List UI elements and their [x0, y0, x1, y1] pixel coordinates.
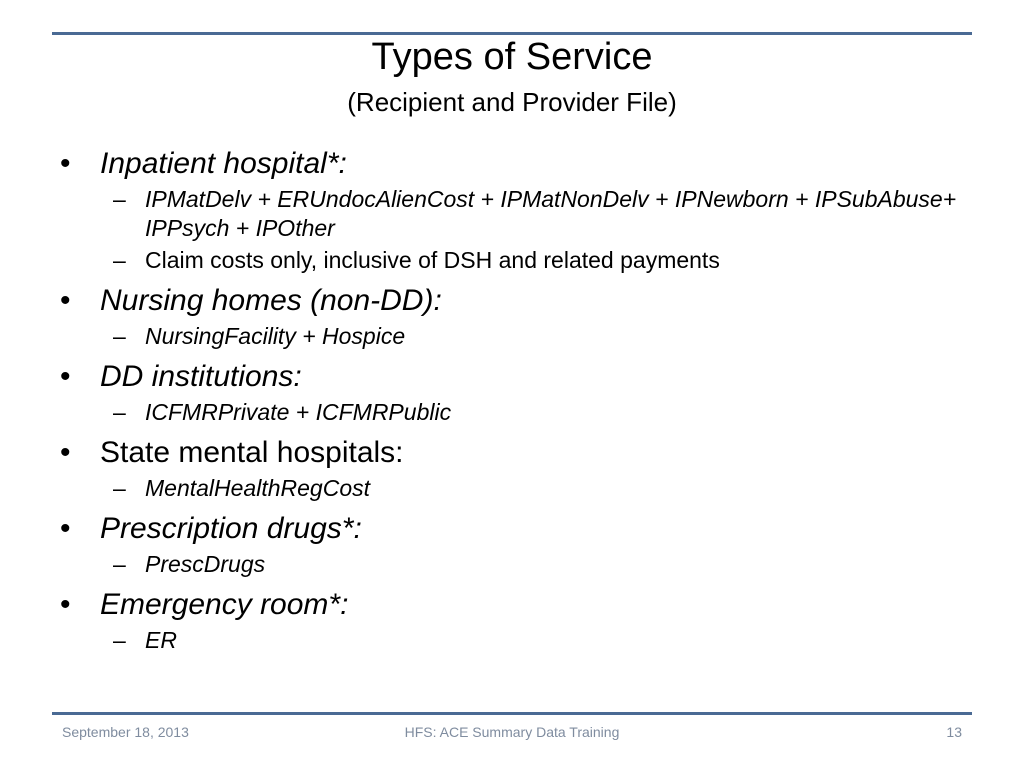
sub-bullet	[60, 322, 960, 351]
bullet-text: Prescription drugs*:	[100, 512, 362, 545]
footer-page-number: 13	[946, 724, 962, 740]
bullet-text: Nursing homes (non-DD):	[100, 284, 442, 317]
footer-date: September 18, 2013	[62, 724, 189, 740]
bullet-text: Inpatient hospital*:	[100, 147, 347, 180]
bullet-dot: •	[60, 436, 71, 469]
sub-bullet	[60, 474, 960, 503]
bullet-emergency-room	[60, 587, 960, 623]
bullet-dd-institutions	[60, 359, 960, 395]
sub-bullet-dash: –	[113, 551, 126, 577]
sub-bullet-text: Claim costs only, inclusive of DSH and related payments	[145, 247, 720, 273]
sub-bullet	[60, 550, 960, 579]
bullet-text: State mental hospitals:	[100, 436, 404, 469]
bullet-list	[60, 138, 960, 655]
sub-bullet	[60, 626, 960, 655]
sub-bullet-text: ER	[145, 627, 177, 653]
bullet-dot: •	[60, 147, 71, 180]
bullet-state-mental-hospitals	[60, 435, 960, 471]
sub-bullet-dash: –	[113, 186, 126, 212]
sub-bullet-text: MentalHealthRegCost	[145, 475, 371, 501]
sub-bullet	[60, 185, 960, 243]
sub-bullet	[60, 398, 960, 427]
bullet-prescription-drugs	[60, 511, 960, 547]
sub-bullet-text: NursingFacility + Hospice	[145, 323, 406, 349]
bullet-nursing-homes	[60, 283, 960, 319]
bullet-dot: •	[60, 284, 71, 317]
sub-bullet	[60, 246, 960, 275]
bottom-rule	[52, 712, 972, 715]
footer-title: HFS: ACE Summary Data Training	[404, 724, 620, 740]
sub-bullet-text: PrescDrugs	[145, 551, 266, 577]
bullet-text: DD institutions:	[100, 360, 302, 393]
sub-bullet-dash: –	[113, 475, 126, 501]
sub-bullet-text: ICFMRPrivate + ICFMRPublic	[145, 399, 452, 425]
sub-bullet-text: IPMatDelv + ERUndocAlienCost + IPMatNonDelv + IPNewborn + IPSubAbuse+ IPPsych + IPOther	[145, 186, 957, 241]
sub-bullet-dash: –	[113, 247, 126, 273]
slide-subtitle: (Recipient and Provider File)	[347, 87, 677, 117]
bullet-inpatient-hospital	[60, 146, 960, 182]
slide-title: Types of Service	[371, 36, 653, 78]
bullet-dot: •	[60, 588, 71, 621]
bullet-dot: •	[60, 360, 71, 393]
bullet-dot: •	[60, 512, 71, 545]
sub-bullet-dash: –	[113, 323, 126, 349]
bullet-text: Emergency room*:	[100, 588, 349, 621]
sub-bullet-dash: –	[113, 399, 126, 425]
sub-bullet-dash: –	[113, 627, 126, 653]
